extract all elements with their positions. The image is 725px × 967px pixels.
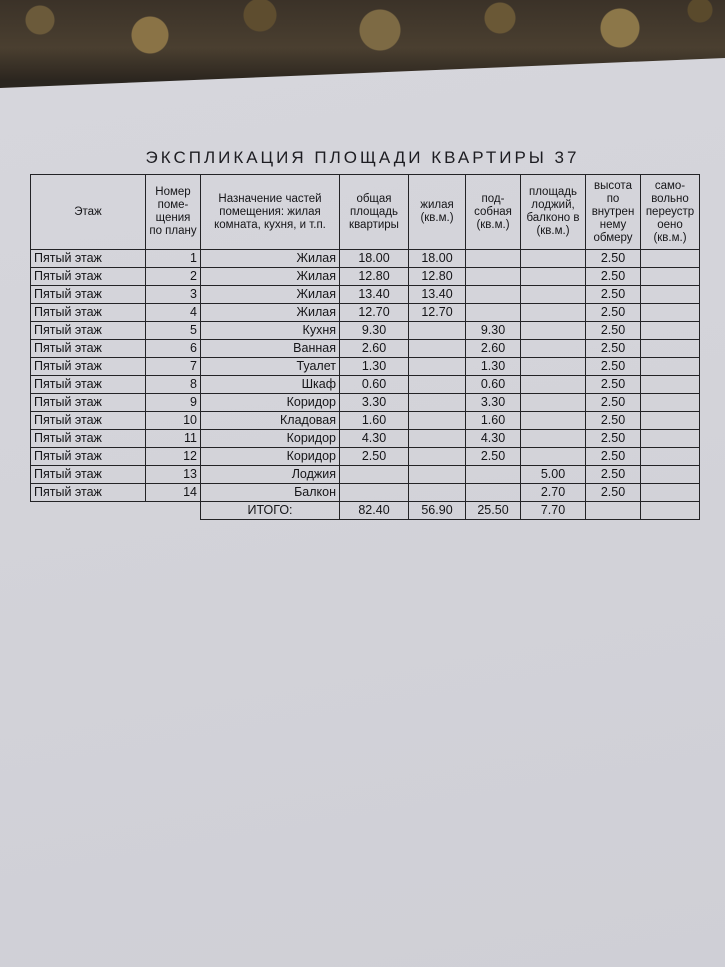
cell-height: 2.50 xyxy=(586,268,641,286)
cell-living: 12.80 xyxy=(409,268,466,286)
header-purpose: Назначение частей помещения: жилая комната, кухня, и т.п. xyxy=(201,175,340,250)
cell-room-number: 7 xyxy=(146,358,201,376)
table-row xyxy=(31,340,700,358)
cell-living xyxy=(409,376,466,394)
cell-total-area: 1.60 xyxy=(340,412,409,430)
cell-auxiliary: 4.30 xyxy=(466,430,521,448)
cell-floor: Пятый этаж xyxy=(31,286,146,304)
cell-unauthorized xyxy=(641,448,700,466)
cell-living xyxy=(409,340,466,358)
cell-living: 12.70 xyxy=(409,304,466,322)
cell-total-area: 4.30 xyxy=(340,430,409,448)
cell-unauthorized xyxy=(641,322,700,340)
cell-height: 2.50 xyxy=(586,250,641,268)
totals-loggia: 7.70 xyxy=(521,502,586,520)
cell-height: 2.50 xyxy=(586,448,641,466)
cell-loggia xyxy=(521,358,586,376)
cell-auxiliary xyxy=(466,304,521,322)
header-row xyxy=(31,175,700,250)
cell-total-area xyxy=(340,466,409,484)
header-height: высота по внутрен нему обмеру xyxy=(586,175,641,250)
cell-height: 2.50 xyxy=(586,466,641,484)
cell-room-number: 13 xyxy=(146,466,201,484)
cell-height: 2.50 xyxy=(586,376,641,394)
cell-total-area: 1.30 xyxy=(340,358,409,376)
cell-loggia xyxy=(521,394,586,412)
cell-room-number: 14 xyxy=(146,484,201,502)
table-row xyxy=(31,250,700,268)
cell-loggia xyxy=(521,268,586,286)
cell-height: 2.50 xyxy=(586,304,641,322)
cell-loggia xyxy=(521,304,586,322)
cell-floor: Пятый этаж xyxy=(31,412,146,430)
table-row xyxy=(31,376,700,394)
cell-room-number: 6 xyxy=(146,340,201,358)
cell-unauthorized xyxy=(641,376,700,394)
cell-purpose: Жилая xyxy=(201,250,340,268)
cell-height: 2.50 xyxy=(586,484,641,502)
table-row xyxy=(31,430,700,448)
cell-total-area xyxy=(340,484,409,502)
cell-living xyxy=(409,412,466,430)
table-row xyxy=(31,448,700,466)
cell-living xyxy=(409,430,466,448)
header-living: жилая (кв.м.) xyxy=(409,175,466,250)
cell-height: 2.50 xyxy=(586,340,641,358)
cell-total-area: 3.30 xyxy=(340,394,409,412)
document-title: ЭКСПЛИКАЦИЯ ПЛОЩАДИ КВАРТИРЫ 37 xyxy=(145,148,580,167)
cell-living xyxy=(409,484,466,502)
cell-room-number: 12 xyxy=(146,448,201,466)
cell-floor: Пятый этаж xyxy=(31,376,146,394)
totals-label: ИТОГО: xyxy=(201,502,340,520)
cell-floor: Пятый этаж xyxy=(31,358,146,376)
cell-floor: Пятый этаж xyxy=(31,448,146,466)
cell-height: 2.50 xyxy=(586,412,641,430)
cell-auxiliary xyxy=(466,286,521,304)
totals-auxiliary: 25.50 xyxy=(466,502,521,520)
cell-room-number: 10 xyxy=(146,412,201,430)
cell-loggia: 5.00 xyxy=(521,466,586,484)
cell-purpose: Лоджия xyxy=(201,466,340,484)
cell-living: 18.00 xyxy=(409,250,466,268)
cell-height: 2.50 xyxy=(586,394,641,412)
header-unauthorized: само-вольно переустр оено (кв.м.) xyxy=(641,175,700,250)
cell-total-area: 2.50 xyxy=(340,448,409,466)
cell-floor: Пятый этаж xyxy=(31,394,146,412)
header-floor: Этаж xyxy=(31,175,146,250)
cell-total-area: 13.40 xyxy=(340,286,409,304)
cell-purpose: Кухня xyxy=(201,322,340,340)
cell-floor: Пятый этаж xyxy=(31,322,146,340)
cell-loggia xyxy=(521,286,586,304)
cell-auxiliary: 2.60 xyxy=(466,340,521,358)
cell-unauthorized xyxy=(641,268,700,286)
cell-unauthorized xyxy=(641,430,700,448)
cell-total-area: 12.70 xyxy=(340,304,409,322)
table-row xyxy=(31,358,700,376)
totals-row xyxy=(31,502,700,520)
cell-floor: Пятый этаж xyxy=(31,340,146,358)
cell-purpose: Кладовая xyxy=(201,412,340,430)
header-loggia: площадь лоджий, балконо в (кв.м.) xyxy=(521,175,586,250)
cell-height: 2.50 xyxy=(586,286,641,304)
cell-room-number: 5 xyxy=(146,322,201,340)
cell-living: 13.40 xyxy=(409,286,466,304)
cell-purpose: Балкон xyxy=(201,484,340,502)
cell-auxiliary: 1.30 xyxy=(466,358,521,376)
table-row xyxy=(31,484,700,502)
cell-auxiliary: 9.30 xyxy=(466,322,521,340)
cell-purpose: Жилая xyxy=(201,304,340,322)
cell-purpose: Коридор xyxy=(201,430,340,448)
cell-purpose: Туалет xyxy=(201,358,340,376)
cell-floor: Пятый этаж xyxy=(31,268,146,286)
cell-unauthorized xyxy=(641,394,700,412)
cell-height: 2.50 xyxy=(586,358,641,376)
cell-total-area: 2.60 xyxy=(340,340,409,358)
cell-loggia xyxy=(521,250,586,268)
header-auxiliary: под-собная (кв.м.) xyxy=(466,175,521,250)
totals-unauthorized xyxy=(641,502,700,520)
cell-room-number: 3 xyxy=(146,286,201,304)
cell-purpose: Жилая xyxy=(201,286,340,304)
cell-auxiliary xyxy=(466,268,521,286)
explication-table xyxy=(30,174,700,520)
cell-living xyxy=(409,394,466,412)
cell-loggia: 2.70 xyxy=(521,484,586,502)
cell-total-area: 18.00 xyxy=(340,250,409,268)
cell-unauthorized xyxy=(641,484,700,502)
cell-floor: Пятый этаж xyxy=(31,430,146,448)
table-row xyxy=(31,322,700,340)
cell-height: 2.50 xyxy=(586,430,641,448)
cell-room-number: 4 xyxy=(146,304,201,322)
cell-unauthorized xyxy=(641,304,700,322)
cell-purpose: Жилая xyxy=(201,268,340,286)
cell-unauthorized xyxy=(641,250,700,268)
cell-unauthorized xyxy=(641,412,700,430)
cell-total-area: 0.60 xyxy=(340,376,409,394)
table-row xyxy=(31,268,700,286)
cell-unauthorized xyxy=(641,286,700,304)
totals-height xyxy=(586,502,641,520)
header-room-number: Номер поме-щения по плану xyxy=(146,175,201,250)
cell-living xyxy=(409,322,466,340)
cell-loggia xyxy=(521,376,586,394)
cell-purpose: Коридор xyxy=(201,394,340,412)
cell-purpose: Коридор xyxy=(201,448,340,466)
cell-floor: Пятый этаж xyxy=(31,250,146,268)
cell-unauthorized xyxy=(641,358,700,376)
table-row xyxy=(31,412,700,430)
header-total-area: общая площадь квартиры xyxy=(340,175,409,250)
cell-floor: Пятый этаж xyxy=(31,466,146,484)
cell-auxiliary: 0.60 xyxy=(466,376,521,394)
cell-auxiliary xyxy=(466,466,521,484)
cell-height: 2.50 xyxy=(586,322,641,340)
cell-floor: Пятый этаж xyxy=(31,484,146,502)
cell-room-number: 8 xyxy=(146,376,201,394)
cell-living xyxy=(409,358,466,376)
cell-unauthorized xyxy=(641,340,700,358)
totals-total-area: 82.40 xyxy=(340,502,409,520)
cell-floor: Пятый этаж xyxy=(31,304,146,322)
table-row xyxy=(31,286,700,304)
cell-loggia xyxy=(521,430,586,448)
cell-loggia xyxy=(521,322,586,340)
cell-total-area: 12.80 xyxy=(340,268,409,286)
cell-auxiliary: 3.30 xyxy=(466,394,521,412)
table-row xyxy=(31,466,700,484)
cell-loggia xyxy=(521,340,586,358)
cell-living xyxy=(409,466,466,484)
cell-room-number: 1 xyxy=(146,250,201,268)
cell-purpose: Ванная xyxy=(201,340,340,358)
cell-living xyxy=(409,448,466,466)
cell-room-number: 11 xyxy=(146,430,201,448)
cell-loggia xyxy=(521,412,586,430)
cell-room-number: 9 xyxy=(146,394,201,412)
cell-total-area: 9.30 xyxy=(340,322,409,340)
cell-purpose: Шкаф xyxy=(201,376,340,394)
cell-auxiliary xyxy=(466,484,521,502)
table-row xyxy=(31,394,700,412)
totals-living: 56.90 xyxy=(409,502,466,520)
cell-auxiliary: 2.50 xyxy=(466,448,521,466)
cell-auxiliary xyxy=(466,250,521,268)
cell-auxiliary: 1.60 xyxy=(466,412,521,430)
cell-loggia xyxy=(521,448,586,466)
cell-room-number: 2 xyxy=(146,268,201,286)
table-row xyxy=(31,304,700,322)
cell-unauthorized xyxy=(641,466,700,484)
